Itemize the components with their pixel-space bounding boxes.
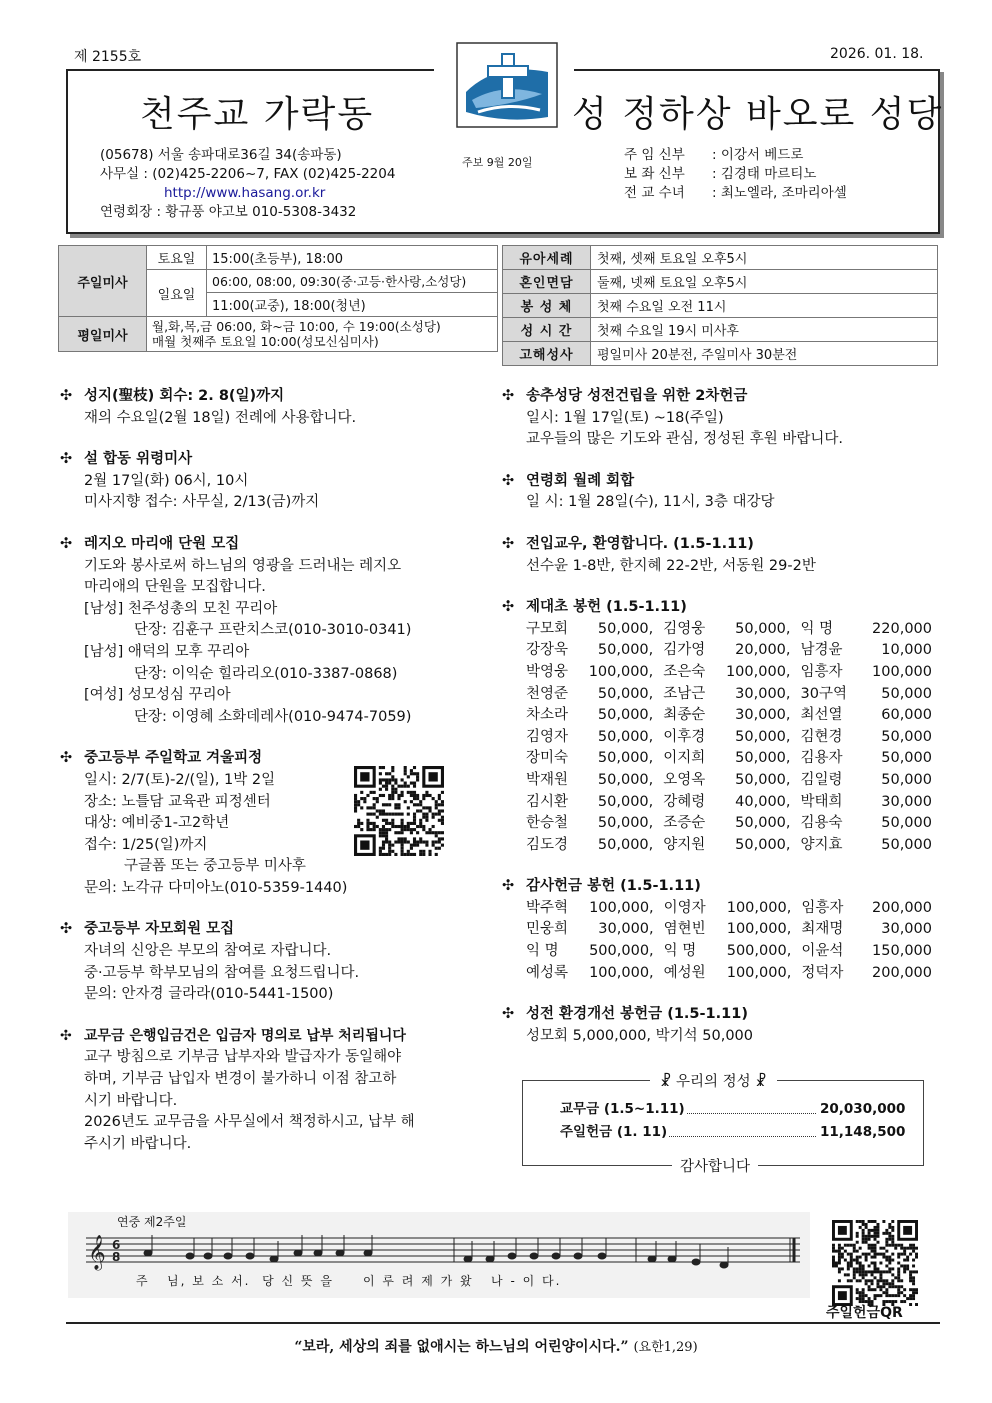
notice [60, 919, 490, 1005]
week-label: 주보 9월 20일 [462, 156, 533, 169]
donor-name: 구모회 [526, 620, 569, 637]
donor-name: 예성록 [526, 964, 569, 981]
donor-amount: 100,000, [725, 663, 791, 680]
donor-amount: 50,000, [597, 707, 654, 724]
sacrament-label: 성 시 간 [503, 318, 591, 342]
notice [60, 534, 490, 728]
sunday-label: 일요일 [147, 270, 207, 317]
notice-line: 접수: 1/25(일)까지 [84, 836, 208, 853]
parish-contact [100, 146, 395, 222]
donor-amount: 50,000, [735, 620, 791, 637]
cross-icon: ✣ [60, 1027, 72, 1044]
notice-line: 일 시: 1월 28일(수), 11시, 3층 대강당 [526, 494, 775, 511]
music-title: 연중 제2주일 [114, 1213, 189, 1230]
weekday-mass-label: 평일미사 [59, 317, 147, 352]
notice-title: 전입교우, 환영합니다. (1.5-1.11) [526, 535, 754, 552]
notice-line: 교구 방침으로 기부금 납부자와 발급자가 동일해야 [84, 1049, 402, 1066]
donor-name: 예성원 [663, 964, 706, 981]
sunday-offering-qr-code-icon[interactable] [832, 1220, 918, 1306]
clergy-list [624, 146, 847, 203]
notice [502, 597, 932, 856]
donor-name: 양지효 [800, 836, 843, 853]
notice-line: 일시: 2/7(토)-2/(일), 1박 2일 [84, 771, 276, 788]
cross-icon: ✣ [60, 921, 73, 938]
donor-name: 김용자 [800, 750, 843, 767]
donor-name: 염현빈 [663, 921, 706, 938]
altar-candle-donor-table [526, 619, 932, 857]
notice-title: 연령회 월례 회합 [526, 472, 635, 489]
donor-amount: 50,000 [881, 836, 932, 853]
donor-amount: 50,000, [735, 728, 791, 745]
donor-amount: 50,000, [597, 620, 654, 637]
clergy-row: 보 좌 신부 : 김경태 마르티노 [624, 166, 817, 182]
notice-title: 중고등부 자모회원 모집 [84, 921, 235, 938]
address: (05678) 서울 송파대로36길 34(송파동) [100, 147, 342, 163]
donor-row [526, 705, 932, 727]
notice-line: 마리애의 단원을 모집합니다. [84, 579, 266, 596]
issue-number: 제 2155호 [74, 49, 142, 65]
donor-amount: 50,000, [597, 815, 654, 832]
donor-row [526, 792, 932, 814]
donor-amount: 100,000, [589, 964, 654, 981]
donor-row [526, 727, 932, 749]
donor-amount: 100,000 [872, 663, 932, 680]
cross-icon: ✣ [502, 599, 515, 616]
donor-name: 최선열 [800, 707, 843, 724]
mass-schedule-table [58, 245, 498, 352]
donor-name: 김시환 [526, 793, 569, 810]
notice-line: 미사지향 접수: 사무실, 2/13(금)까지 [84, 494, 320, 511]
donor-amount: 100,000, [726, 921, 792, 938]
cross-icon: ✣ [60, 535, 73, 552]
notice-title: 감사헌금 봉헌 (1.5-1.11) [526, 878, 701, 895]
cross-icon: ✣ [60, 388, 73, 404]
donor-name: 조증순 [663, 815, 706, 832]
svg-text:6: 6 [112, 1238, 121, 1252]
sunday-mass-label: 주일미사 [59, 246, 147, 317]
donor-name: 김영자 [526, 728, 569, 745]
donor-row [526, 941, 932, 963]
notice [502, 471, 932, 514]
notice-title: 제대초 봉헌 (1.5-1.11) [526, 599, 687, 616]
donor-amount: 50,000, [597, 728, 654, 745]
donor-amount: 30,000 [881, 793, 932, 810]
svg-text:𝄞: 𝄞 [88, 1235, 106, 1270]
notice-line: 대상: 예비중1-고2학년 [84, 815, 230, 832]
office-phone: 사무실 : (02)425-2206~7, FAX (02)425-2204 [100, 166, 396, 182]
donor-amount: 50,000, [735, 750, 791, 767]
parish-name-right: 성 정하상 바오로 성당 [572, 94, 944, 135]
sunday-time-1: 06:00, 08:00, 09:30(중·고등·한사랑,소성당) [207, 270, 498, 293]
notice-line: 중·고등부 학부모님의 참여를 요청드립니다. [84, 964, 360, 981]
sacrament-label: 유아세례 [503, 246, 591, 270]
weekday-time-2: 매월 첫째주 토요일 10:00(성모신심미사) [152, 334, 379, 349]
donor-name: 한승철 [526, 815, 569, 832]
donor-name: 양지원 [663, 836, 706, 853]
donor-row [526, 770, 932, 792]
quote-text: “보라, 세상의 죄를 없애시는 하느님의 어린양이시다.” [294, 1339, 629, 1355]
notice-title: 교무금 은행입금건은 입금자 명의로 납부 처리됩니다 [84, 1027, 406, 1044]
sacrament-value: 첫째 수요일 19시 미사후 [591, 318, 938, 342]
donor-name: 박영웅 [526, 663, 569, 680]
notice-line: 단장: 이익순 힐라리오(010-3387-0868) [134, 665, 398, 682]
donor-name: 박재원 [526, 771, 569, 788]
sacrament-value: 첫째 수요일 오전 11시 [591, 294, 938, 318]
notice-line: 장소: 노틀담 교육관 피정센터 [84, 793, 271, 810]
donor-row [526, 619, 932, 641]
sacrament-label: 봉 성 체 [503, 294, 591, 318]
donor-amount: 50,000 [881, 728, 932, 745]
donor-amount: 220,000 [872, 620, 932, 637]
donor-amount: 60,000 [881, 707, 932, 724]
notice-line: 주시기 바랍니다. [84, 1135, 192, 1152]
donor-row [526, 835, 932, 857]
notice [60, 449, 490, 514]
cross-icon: ✣ [502, 472, 515, 489]
offering-row: 주일헌금 (1. 11) 11,148,500 [560, 1121, 900, 1144]
notice-line: 선수윤 1-8반, 한지혜 22-2반, 서동원 29-2반 [526, 557, 816, 574]
notice [502, 386, 932, 451]
donor-amount: 50,000, [597, 793, 654, 810]
offering-title: ☧ 우리의 정성 ☧ [650, 1070, 777, 1091]
donor-amount: 150,000 [872, 943, 932, 960]
notice-line: 일시: 1월 17일(토) ~18(주일) [526, 409, 724, 426]
saturday-time: 15:00(초등부), 18:00 [207, 246, 498, 270]
donor-amount: 50,000 [881, 750, 932, 767]
notice-line: 2월 17일(화) 06시, 10시 [84, 472, 249, 489]
donor-row [526, 898, 932, 920]
donor-name: 이윤석 [801, 943, 844, 960]
donor-amount: 30,000, [735, 707, 791, 724]
donor-amount: 50,000, [735, 836, 791, 853]
donor-amount: 50,000, [597, 836, 654, 853]
donor-name: 조남근 [663, 685, 706, 702]
parish-name-left: 천주교 가락동 [140, 94, 375, 135]
donor-row [526, 662, 932, 684]
sacrament-value: 둘째, 넷째 토요일 오후5시 [591, 270, 938, 294]
notice-line: 시기 바랍니다. [84, 1092, 178, 1109]
donor-row [526, 640, 932, 662]
donor-name: 강장욱 [526, 642, 569, 659]
donor-name: 임흥자 [800, 663, 843, 680]
notice-line: 문의: 노각규 다미아노(010-5359-1440) [84, 879, 348, 896]
sacrament-label: 혼인면담 [503, 270, 591, 294]
notice-line: 기도와 봉사로써 하느님의 영광을 드러내는 레지오 [84, 557, 402, 574]
retreat-qr-code-icon[interactable] [354, 766, 444, 856]
donor-amount: 100,000, [588, 663, 654, 680]
donor-amount: 100,000, [726, 964, 792, 981]
notice-line: [여성] 성모성심 꾸리아 [84, 687, 231, 704]
offering-rows [560, 1098, 906, 1144]
donor-name: 박태희 [800, 793, 843, 810]
notice-line: 성모회 5,000,000, 박기석 50,000 [526, 1027, 754, 1044]
donor-row [526, 963, 932, 985]
cross-icon: ✣ [502, 388, 515, 404]
weekday-times [147, 317, 498, 352]
notice-line: [남성] 천주성총의 모친 꾸리아 [84, 600, 278, 617]
donor-amount: 30,000 [881, 921, 932, 938]
notice-line: 단장: 이영혜 소화데레사(010-9474-7059) [134, 708, 412, 725]
donor-name: 강혜령 [663, 793, 706, 810]
notice-title: 송추성당 성전건립을 위한 2차헌금 [526, 388, 748, 404]
sacrament-value: 평일미사 20분전, 주일미사 30분전 [591, 342, 938, 366]
clergy-row: 주 임 신부 : 이강서 베드로 [624, 147, 804, 163]
svg-text:8: 8 [112, 1250, 121, 1264]
donor-amount: 30,000, [598, 921, 654, 938]
offering-row: 교무금 (1.5~1.11) 20,030,000 [560, 1098, 900, 1121]
website-link[interactable]: http://www.hasang.or.kr [164, 185, 326, 201]
donor-amount: 50,000, [735, 815, 791, 832]
donor-row [526, 813, 932, 835]
donor-name: 천영준 [526, 685, 569, 702]
notice [502, 876, 932, 984]
notice [502, 1004, 932, 1047]
notice-line: 문의: 안자경 글라라(010-5441-1500) [84, 986, 334, 1003]
quote-reference: (요한1,29) [633, 1340, 698, 1355]
donor-amount: 50,000 [881, 815, 932, 832]
donor-amount: 100,000, [589, 899, 654, 916]
cross-icon: ✣ [60, 750, 73, 767]
donor-name: 김일령 [800, 771, 843, 788]
donor-row [526, 684, 932, 706]
sacrament-label: 고해성사 [503, 342, 591, 366]
notice-line: 하며, 기부금 납입자 변경이 불가하니 이점 참고하 [84, 1071, 397, 1088]
donor-amount: 30,000, [735, 685, 791, 702]
offering-thanks: 감사합니다 [672, 1155, 758, 1176]
notice-line: 2026년도 교무금을 사무실에서 책정하시고, 납부 해 [84, 1114, 415, 1131]
donor-name: 장미숙 [526, 750, 569, 767]
donor-name: 익 명 [526, 943, 559, 960]
donor-amount: 50,000, [597, 771, 654, 788]
gospel-quote [0, 1336, 992, 1356]
donor-amount: 200,000 [872, 899, 932, 916]
donor-name: 민웅희 [526, 921, 569, 938]
donor-amount: 500,000, [589, 943, 654, 960]
donor-name: 오영옥 [663, 771, 706, 788]
donor-name: 김현경 [800, 728, 843, 745]
notice-title: 성전 환경개선 봉헌금 (1.5-1.11) [526, 1006, 748, 1023]
music-lyrics: 주 님, 보 소 서. 당 신 뜻 을 이 루 려 제 가 왔 나 - 이 다. [136, 1274, 562, 1288]
donor-name: 이영자 [663, 899, 706, 916]
donor-name: 30구역 [800, 685, 847, 702]
donor-amount: 50,000, [597, 750, 654, 767]
cross-icon: ✣ [502, 1006, 515, 1023]
cross-icon: ✣ [502, 535, 515, 552]
sunday-time-2: 11:00(교중), 18:00(청년) [207, 293, 498, 317]
donor-name: 익 명 [663, 943, 697, 960]
notice [502, 534, 932, 577]
qr-caption: 주일헌금QR [826, 1305, 903, 1321]
donor-name: 남경윤 [800, 642, 843, 659]
clergy-row: 전 교 수녀 : 최노엘라, 조마리아셀 [624, 185, 847, 201]
donor-amount: 20,000, [735, 642, 791, 659]
header-shadow [70, 234, 944, 238]
sacrament-value: 첫째, 셋째 토요일 오후5시 [591, 246, 938, 270]
donor-amount: 50,000, [735, 771, 791, 788]
sacrament-table [502, 245, 938, 366]
parish-logo-icon [456, 42, 558, 128]
donor-row [526, 919, 932, 941]
donor-name: 차소라 [526, 707, 569, 724]
donor-name: 김가영 [663, 642, 706, 659]
donor-name: 김영웅 [663, 620, 706, 637]
notice [60, 1026, 490, 1156]
cross-icon: ✣ [502, 878, 515, 895]
donor-amount: 50,000, [597, 642, 654, 659]
donor-amount: 100,000, [726, 899, 792, 916]
donor-row [526, 748, 932, 770]
donor-amount: 10,000 [881, 642, 932, 659]
notice-title: 설 합동 위령미사 [84, 451, 193, 468]
donor-name: 임흥자 [801, 899, 844, 916]
footer-divider [66, 1322, 940, 1324]
notice-line: 구글폼 또는 중고등부 미사후 [124, 858, 306, 875]
notice-line: [남성] 애덕의 모후 꾸리아 [84, 643, 250, 660]
donor-name: 최종순 [663, 707, 706, 724]
elder-head: 연령회장 : 황규풍 야고보 010-5308-3432 [100, 204, 357, 220]
donor-name: 이후경 [663, 728, 706, 745]
donor-amount: 40,000, [735, 793, 791, 810]
donor-amount: 50,000 [881, 771, 932, 788]
donor-name: 조은숙 [663, 663, 706, 680]
notices-right [502, 386, 932, 1067]
donor-amount: 200,000 [872, 964, 932, 981]
donor-name: 정덕자 [801, 964, 844, 981]
donor-amount: 50,000, [597, 685, 654, 702]
cross-icon: ✣ [60, 451, 73, 468]
donor-name: 박주혁 [526, 899, 569, 916]
donor-name: 최재명 [801, 921, 844, 938]
donor-amount: 50,000 [881, 685, 932, 702]
donor-name: 김용숙 [800, 815, 843, 832]
notice-line: 자녀의 신앙은 부모의 참여로 자랍니다. [84, 943, 332, 960]
notice-title: 중고등부 주일학교 겨울피정 [84, 750, 263, 767]
donor-name: 익 명 [800, 620, 834, 637]
donor-amount: 500,000, [726, 943, 792, 960]
notice-line: 교우들의 많은 기도와 관심, 정성된 후원 바랍니다. [526, 431, 844, 448]
thanksgiving-donor-table [526, 898, 932, 984]
notice-title: 레지오 마리애 단원 모집 [84, 535, 240, 552]
donor-name: 김도경 [526, 836, 569, 853]
issue-date: 2026. 01. 18. [830, 46, 924, 62]
weekday-time-1: 월,화,목,금 06:00, 화~금 10:00, 수 19:00(소성당) [152, 319, 441, 334]
notice-title: 성지(聖枝) 회수: 2. 8(일)까지 [84, 388, 285, 404]
notice-line: 단장: 김훈구 프란치스코(010-3010-0341) [134, 622, 412, 639]
donor-name: 이지희 [663, 750, 706, 767]
notice-line: 재의 수요일(2월 18일) 전례에 사용합니다. [84, 409, 357, 426]
saturday-label: 토요일 [147, 246, 207, 270]
notice [60, 386, 490, 429]
